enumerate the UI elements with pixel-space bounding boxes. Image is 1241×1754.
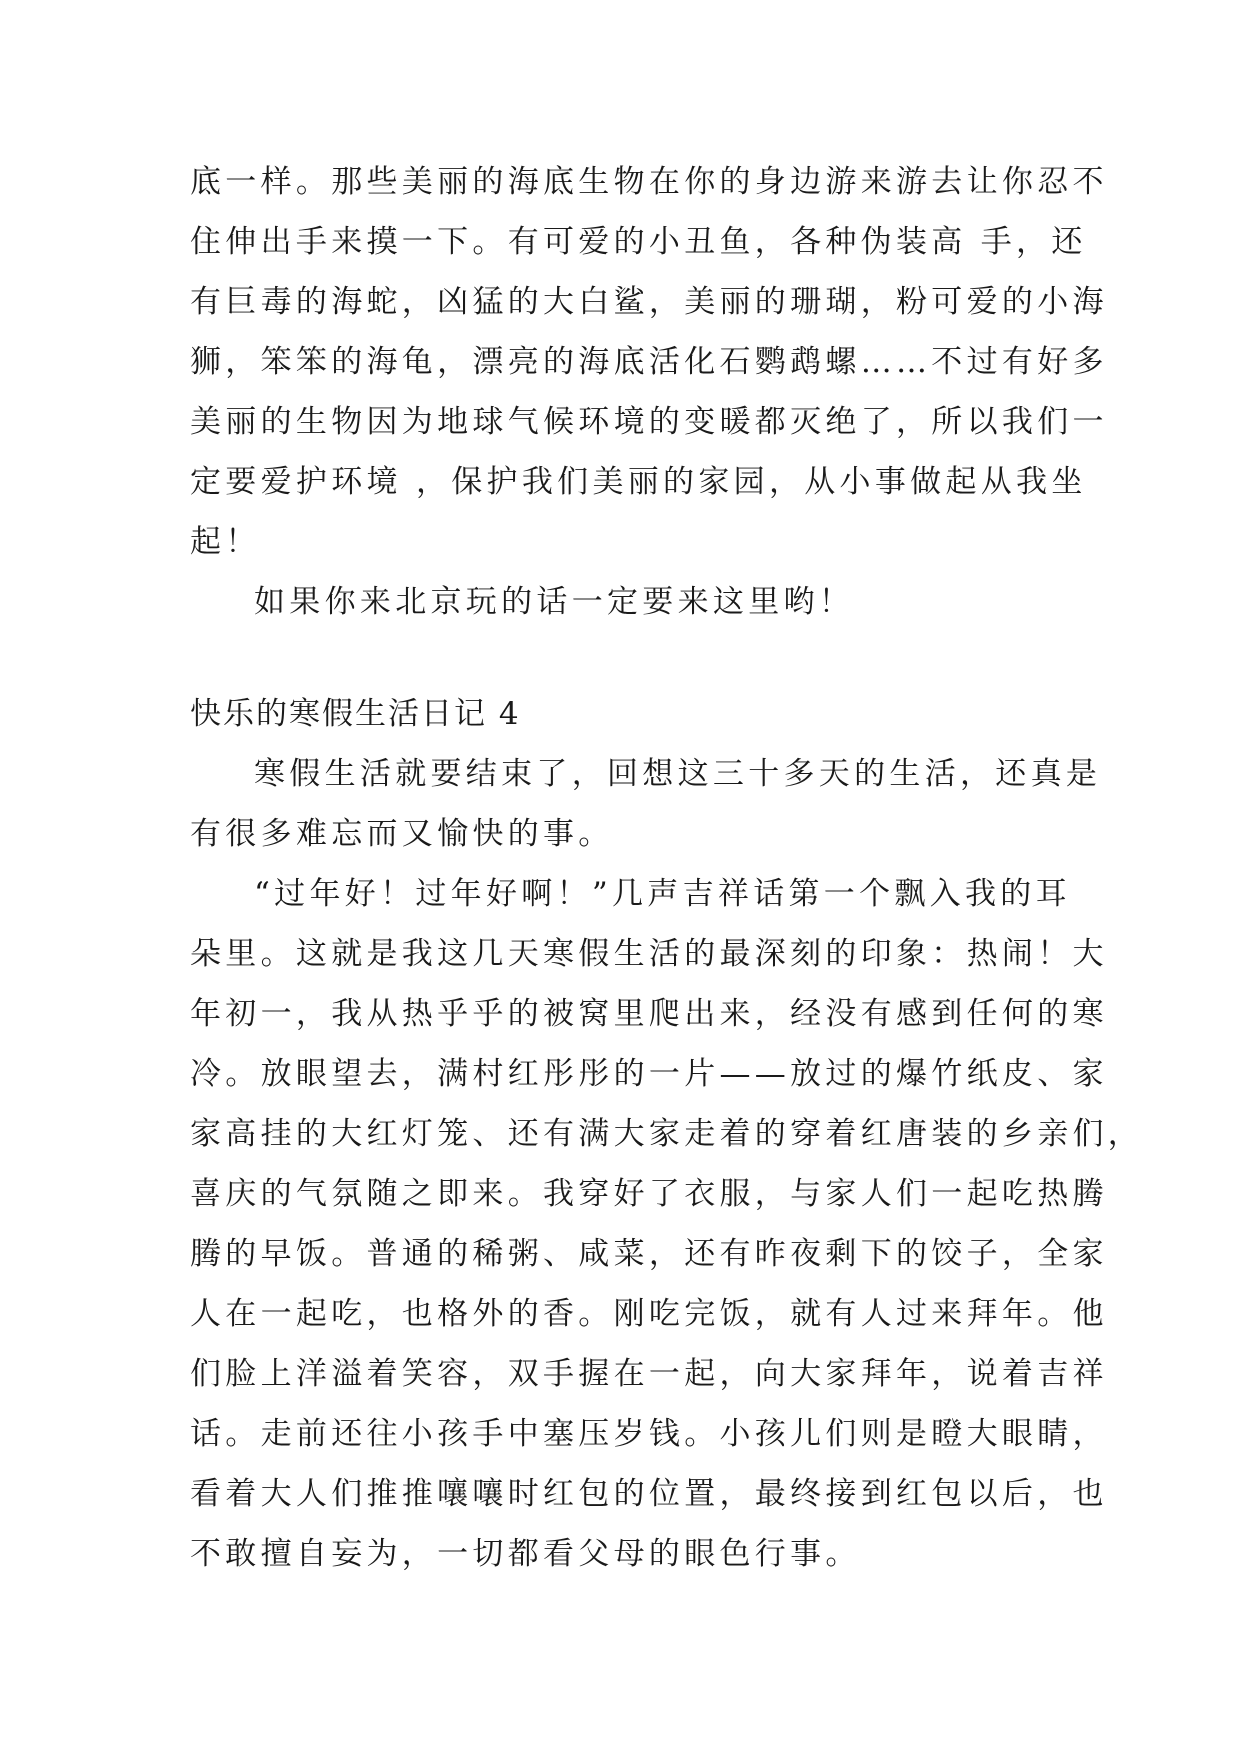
paragraph-line: 底一样。那些美丽的海底生物在你的身边游来游去让你忍不 — [190, 164, 1108, 200]
paragraph-line: 喜庆的气氛随之即来。我穿好了衣服，与家人们一起吃热腾 — [190, 1176, 1108, 1212]
section-heading: 快乐的寒假生活日记 4 — [190, 696, 521, 732]
paragraph-line: 寒假生活就要结束了，回想这三十多天的生活，还真是 — [254, 756, 1102, 792]
paragraph-line: 腾的早饭。普通的稀粥、咸菜，还有昨夜剩下的饺子，全家 — [190, 1236, 1108, 1272]
paragraph-line: 有很多难忘而又愉快的事。 — [190, 816, 614, 852]
paragraph-line: 有巨毒的海蛇，凶猛的大白鲨，美丽的珊瑚，粉可爱的小海 — [190, 284, 1108, 320]
paragraph-line: 年初一，我从热乎乎的被窝里爬出来，经没有感到任何的寒 — [190, 996, 1108, 1032]
paragraph-line: 看着大人们推推嚷嚷时红包的位置，最终接到红包以后，也 — [190, 1476, 1108, 1512]
paragraph-line: 人在一起吃，也格外的香。刚吃完饭，就有人过来拜年。他 — [190, 1296, 1108, 1332]
paragraph-line: “过年好！过年好啊！”几声吉祥话第一个飘入我的耳 — [254, 876, 1071, 912]
closing-sentence: 如果你来北京玩的话一定要来这里哟！ — [254, 584, 855, 620]
paragraph-line: 冷。放眼望去，满村红彤彤的一片——放过的爆竹纸皮、家 — [190, 1056, 1108, 1092]
paragraph-line: 朵里。这就是我这几天寒假生活的最深刻的印象：热闹！大 — [190, 936, 1108, 972]
paragraph-line: 不敢擅自妄为，一切都看父母的眼色行事。 — [190, 1536, 861, 1572]
paragraph-line: 美丽的生物因为地球气候环境的变暖都灭绝了，所以我们一 — [190, 404, 1108, 440]
paragraph-line: 话。走前还往小孩手中塞压岁钱。小孩儿们则是瞪大眼睛， — [190, 1416, 1108, 1452]
paragraph-line: 定要爱护环境 ，保护我们美丽的家园，从小事做起从我坐 — [190, 464, 1087, 500]
paragraph-line: 们脸上洋溢着笑容，双手握在一起，向大家拜年，说着吉祥 — [190, 1356, 1108, 1392]
paragraph-line: 家高挂的大红灯笼、还有满大家走着的穿着红唐装的乡亲们， — [190, 1116, 1144, 1152]
paragraph-line: 住伸出手来摸一下。有可爱的小丑鱼，各种伪装高 手，还 — [190, 224, 1087, 260]
paragraph-line: 起！ — [190, 524, 261, 560]
paragraph-line: 狮，笨笨的海龟，漂亮的海底活化石鹦鹉螺……不过有好多 — [190, 344, 1108, 380]
